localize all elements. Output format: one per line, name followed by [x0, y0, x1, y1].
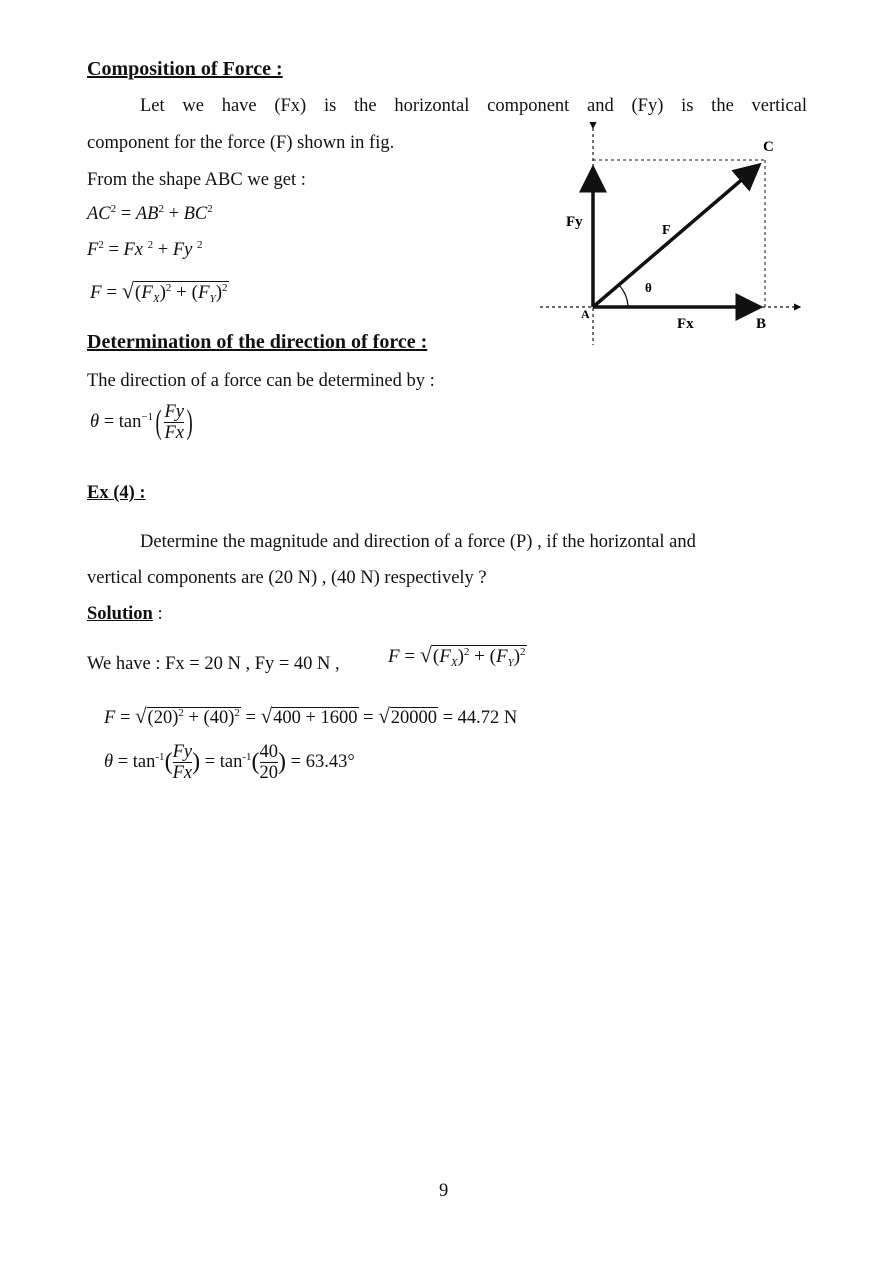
result-f: = 44.72 N [442, 708, 518, 728]
label-fy: Fy [566, 214, 583, 230]
label-b: B [756, 316, 767, 332]
example-line-1: Determine the magnitude and direction of a force (P) , if the horizontal and [140, 532, 696, 552]
section-title-direction: Determination of the direction of force : [87, 331, 428, 353]
we-have-line [87, 654, 340, 675]
label-theta: θ [645, 280, 652, 295]
theta-arc [619, 285, 628, 307]
equation-f-magnitude-repeat: $F = √(F_X)^2 + (F_Y)^2$ [388, 642, 526, 669]
intro-line-1: Let we have (Fx) is the horizontal component and (Fy) is the vertical [140, 96, 807, 116]
result-theta: = 63.43° [290, 751, 355, 772]
page-number: 9 [439, 1181, 449, 1201]
intro-line-2: component for the force (F) shown in fig. [87, 133, 395, 153]
solution-label: Solution [87, 604, 153, 624]
example-title: Ex (4) : [87, 483, 146, 503]
equation-f-numeric: $F = √(20)^2 + (40)^2 = √400 + 1600 = √20000 = 44.72$ N [104, 704, 518, 728]
vector-f [593, 165, 759, 307]
equation-theta-general: $\theta = \tan^{-1}$( $\frac{Fy}{Fx}$ ) [90, 402, 193, 443]
equation-theta-numeric: $\theta = \tan^{-1}$( $\frac{Fy}{Fx}$ ) = $\tan^{-1}$( $\frac{40}{20}$ ) = 63.43° [104, 742, 355, 783]
from-shape-text: From the shape ABC we get : [87, 170, 306, 190]
label-c: C [763, 139, 774, 155]
label-fx: Fx [677, 316, 694, 332]
example-line-2: vertical components are (20 N) , (40 N) respectively ? [87, 568, 487, 588]
we-have-text: We have : Fx = 20 N , Fy = 40 N , [87, 654, 340, 674]
section-title-composition: Composition of Force : [87, 58, 283, 80]
equation-ac-squared: $AC^2 = AB^2 + BC^2$ [87, 203, 213, 224]
label-f: F [662, 223, 671, 238]
equation-f-squared: $F^2 = Fx$ $^2$ + Fy $^2$ [87, 239, 203, 260]
equation-f-magnitude: $F = √(F_X)^2 + (F_Y)^2$ [90, 278, 228, 305]
label-a: A [581, 307, 590, 321]
solution-heading [87, 604, 163, 625]
direction-text: The direction of a force can be determined by : [87, 371, 435, 391]
solution-colon: : [152, 604, 163, 624]
force-diagram [535, 120, 805, 350]
